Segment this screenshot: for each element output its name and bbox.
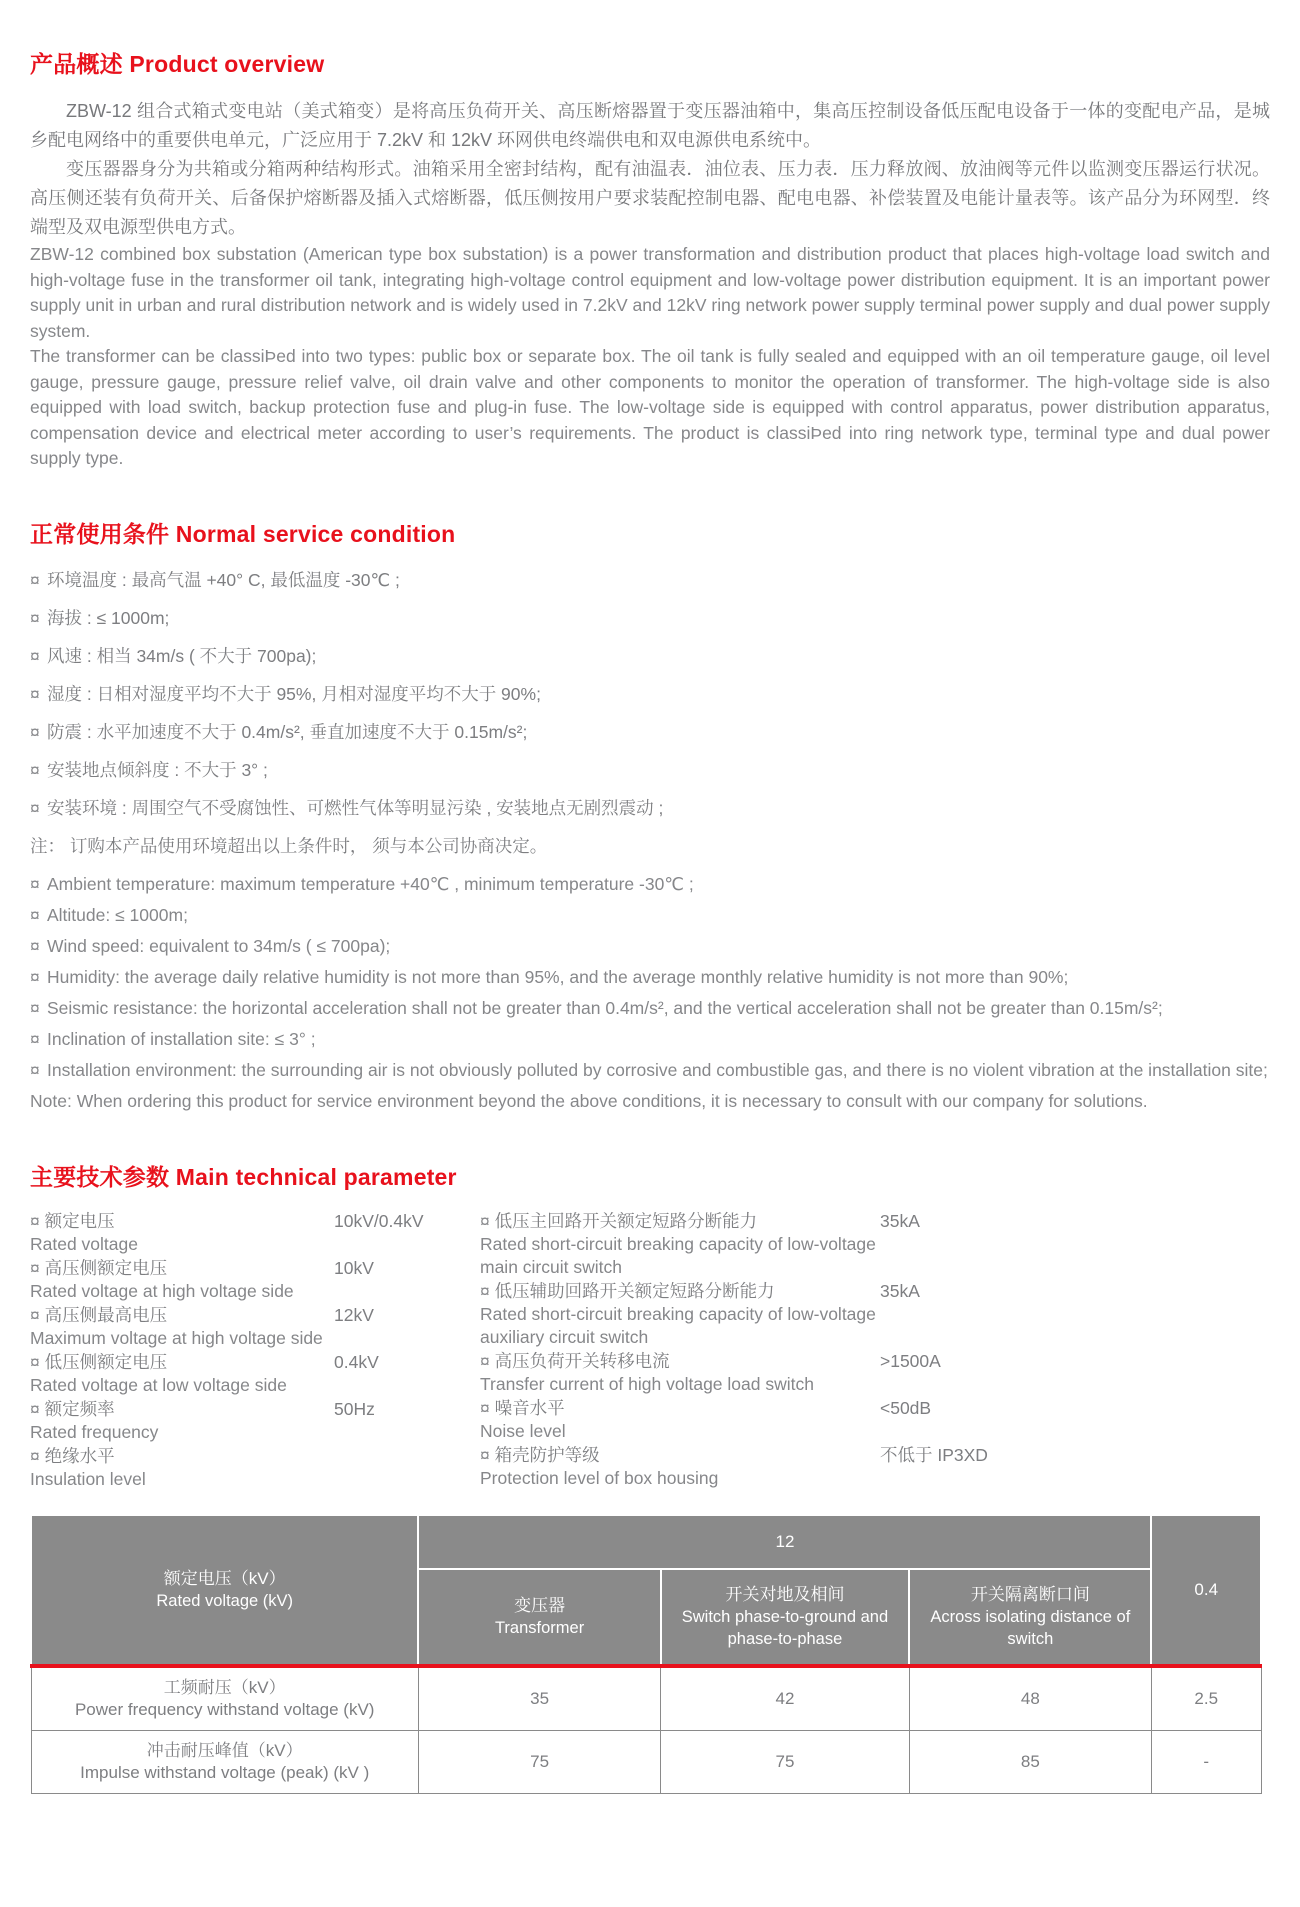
parameter-value: 不低于 IP3XD [880,1444,988,1465]
table-header-row [31,1515,1261,1569]
parameter-row [480,1444,1270,1490]
condition-item [30,1026,1270,1053]
condition-item [30,567,1270,594]
table-cell: - [1151,1730,1261,1793]
parameter-label-zh: ¤ 低压主回路开关额定短路分断能力 [480,1210,758,1231]
row-label-zh: 工频耐压（kV） [163,1677,286,1697]
parameter-label-en: Transfer current of high voltage load switch [480,1373,814,1394]
condition-text: 环境温度 : 最高气温 +40° C, 最低温度 -30℃ ; [47,569,400,590]
row-label-zh: 冲击耐压峰值（kV） [146,1740,303,1760]
bullet-glyph: ¤ [480,1280,490,1301]
header-zh: 额定电压（kV） [163,1568,286,1588]
condition-text: Seismic resistance: the horizontal acceleration shall not be greater than 0.4m/s², and the vertical acceleration shall not be greater than 0.15m/s²; [47,997,1163,1018]
parameter-value: <50dB [880,1397,932,1418]
parameter-label-zh: ¤ 高压负荷开关转移电流 [480,1350,670,1371]
header-en: Switch phase-to-ground and phase-to-phase [681,1607,889,1648]
parameter-label-en: Rated voltage [30,1233,138,1254]
parameter-row [30,1210,480,1256]
table-header-switch-phase [661,1569,909,1666]
parameter-label-zh: ¤ 噪音水平 [480,1397,565,1418]
service-condition-heading: 正常使用条件 Normal service condition [30,520,456,547]
bullet-glyph: ¤ [30,645,40,666]
parameter-row [30,1398,480,1444]
table-row [31,1666,1261,1731]
bullet-glyph: ¤ [480,1210,490,1231]
parameter-row [480,1210,1270,1279]
condition-text: 防震 : 水平加速度不大于 0.4m/s², 垂直加速度不大于 0.15m/s²; [47,721,528,742]
row-label-en: Impulse withstand voltage (peak) (kV ) [80,1762,370,1782]
parameter-row [480,1280,1270,1349]
parameter-label-zh: ¤ 额定电压 [30,1210,115,1231]
bullet-glyph: ¤ [480,1397,490,1418]
bullet-glyph: ¤ [30,1210,40,1231]
condition-item [30,719,1270,746]
parameter-column-right [480,1210,1270,1492]
parameter-value [332,1445,480,1491]
table-header-rated-voltage [31,1515,418,1666]
bullet-glyph: ¤ [30,904,40,925]
condition-text: 安装地点倾斜度 : 不大于 3° ; [47,759,268,780]
header-en: Across isolating distance of switch [930,1607,1131,1648]
overview-paragraph-zh: 变压器器身分为共箱或分箱两种结构形式。油箱采用全密封结构，配有油温表．油位表、压力表．压力释放阀、放油阀等元件以监测变压器运行状况。高压侧还装有负荷开关、后备保护熔断器及插入式熔断器，低压侧按用户要求装配控制电器、配电电器、补偿装置及电能计量表等。该产品分为环网型．终端型及双电源型供电方式。 [30,159,1270,237]
condition-text: Inclination of installation site: ≤ 3° ; [47,1028,316,1049]
parameter-row [30,1351,480,1397]
table-cell: 85 [909,1730,1151,1793]
row-label [31,1730,418,1793]
condition-item [30,964,1270,991]
condition-text: 海拔 : ≤ 1000m; [47,607,170,628]
parameter-row [30,1257,480,1303]
header-zh: 开关隔离断口间 [970,1584,1090,1604]
service-condition-list-en [30,871,1270,1115]
table-cell: 48 [909,1666,1151,1731]
technical-parameter-heading: 主要技术参数 Main technical parameter [30,1163,457,1190]
parameter-row [30,1304,480,1350]
parameter-label-zh: ¤ 额定频率 [30,1398,115,1419]
parameter-row [480,1397,1270,1443]
table-cell: 75 [661,1730,909,1793]
bullet-glyph: ¤ [30,1304,40,1325]
parameter-row [30,1445,480,1491]
parameter-label-zh: ¤ 高压侧额定电压 [30,1257,168,1278]
row-label-en: Power frequency withstand voltage (kV) [74,1699,375,1719]
table-cell: 2.5 [1151,1666,1261,1731]
parameter-value: 10kV/0.4kV [334,1210,424,1231]
condition-item [30,643,1270,670]
parameter-label-en: Rated voltage at low voltage side [30,1374,287,1395]
parameter-label-en: Maximum voltage at high voltage side [30,1327,323,1348]
bullet-glyph: ¤ [30,797,40,818]
parameter-row [480,1350,1270,1396]
condition-text: Ambient temperature: maximum temperature +40℃ , minimum temperature -30℃ ; [47,873,694,894]
overview-heading: 产品概述 Product overview [30,51,325,77]
parameter-label-en: Rated voltage at high voltage side [30,1280,294,1301]
bullet-glyph: ¤ [30,935,40,956]
bullet-glyph: ¤ [30,1445,40,1466]
overview-paragraph-en: The transformer can be classiÞed into two types: public box or separate box. The oil tank is fully sealed and equipped with an oil temperature gauge, oil level gauge, pressure gauge, pressure relief valve, oil drain valve and other components to monitor the operation of transformer. The high-voltage side is also equipped with load switch, backup protection fuse and plug-in fuse. The low-voltage side is equipped with control apparatus, power distribution apparatus, compensation device and electrical meter according to user’s requirements. The product is classiÞed into ring network type, terminal type and dual power supply type. [30,346,1270,468]
table-header-transformer [418,1569,660,1666]
overview-paragraph-zh: ZBW-12 组合式箱式变电站（美式箱变）是将高压负荷开关、高压断熔器置于变压器油箱中，集高压控制设备低压配电设备于一体的变配电产品，是城乡配电网络中的重要供电单元，广泛应用于 7.2kV 和 12kV 环网供电终端供电和双电源供电系统中。 [30,101,1270,150]
parameter-label-zh: ¤ 高压侧最高电压 [30,1304,168,1325]
condition-item [30,681,1270,708]
parameter-label-en: Rated short-circuit breaking capacity of low-voltage main circuit switch [480,1233,876,1277]
bullet-glyph: ¤ [30,1028,40,1049]
condition-note-en: Note: When ordering this product for service environment beyond the above conditions, it is necessary to consult with our company for solutions. [30,1090,1148,1111]
bullet-glyph: ¤ [30,873,40,894]
bullet-glyph: ¤ [30,1257,40,1278]
table-row [31,1730,1261,1793]
parameter-label-zh: ¤ 低压辅助回路开关额定短路分断能力 [480,1280,775,1301]
condition-item [30,757,1270,784]
bullet-glyph: ¤ [30,1398,40,1419]
table-cell: 75 [418,1730,660,1793]
row-label [31,1666,418,1731]
condition-text: 湿度 : 日相对湿度平均不大于 95%, 月相对湿度平均不大于 90%; [47,683,541,704]
header-zh: 变压器 [514,1595,566,1615]
table-header-04: 0.4 [1151,1515,1261,1666]
table-cell: 42 [661,1666,909,1731]
condition-text: 风速 : 相当 34m/s ( 不大于 700pa); [47,645,317,666]
parameter-value: 35kA [880,1210,920,1231]
bullet-glyph: ¤ [30,607,40,628]
bullet-glyph: ¤ [30,1351,40,1372]
parameter-label-zh: ¤ 低压侧额定电压 [30,1351,168,1372]
parameter-value: 0.4kV [334,1351,379,1372]
bullet-glyph: ¤ [30,569,40,590]
parameter-value: 35kA [880,1280,920,1301]
parameter-label-en: Insulation level [30,1468,146,1489]
parameter-label-en: Rated frequency [30,1421,159,1442]
bullet-glyph: ¤ [30,1059,40,1080]
bullet-glyph: ¤ [480,1444,490,1465]
bullet-glyph: ¤ [30,759,40,780]
bullet-glyph: ¤ [480,1350,490,1371]
parameter-columns [30,1210,1270,1492]
bullet-glyph: ¤ [30,683,40,704]
condition-text: Installation environment: the surrounding air is not obviously polluted by corrosive and combustible gas, and there is no violent vibration at the installation site; [47,1059,1268,1080]
header-en: Rated voltage (kV) [156,1591,294,1610]
bullet-glyph: ¤ [30,721,40,742]
parameter-value: 12kV [334,1304,374,1325]
parameter-value: 50Hz [334,1398,375,1419]
bullet-glyph: ¤ [30,997,40,1018]
table-header-isolating-distance [909,1569,1151,1666]
condition-item [30,995,1270,1022]
condition-note-zh: 注： 订购本产品使用环境超出以上条件时， 须与本公司协商决定。 [30,835,548,856]
parameter-label-zh: ¤ 箱壳防护等级 [480,1444,600,1465]
condition-text: Humidity: the average daily relative humidity is not more than 95%, and the average monthly relative humidity is not more than 90%; [47,966,1069,987]
overview-paragraph-en: ZBW-12 combined box substation (American type box substation) is a power transformation and distribution product that places high-voltage load switch and high-voltage fuse in the transformer oil tank, integrating high-voltage control equipment and low-voltage power distribution equipment. It is an important power supply unit in urban and rural distribution network and is widely used in 7.2kV and 12kV ring network power supply terminal power supply and dual power supply system. [30,244,1270,341]
condition-text: Altitude: ≤ 1000m; [47,904,188,925]
parameter-label-en: Protection level of box housing [480,1467,719,1488]
condition-item [30,902,1270,929]
table-cell: 35 [418,1666,660,1731]
parameter-label-zh: ¤ 绝缘水平 [30,1445,115,1466]
parameter-column-left [30,1210,480,1492]
parameter-value: 10kV [334,1257,374,1278]
condition-text: Wind speed: equivalent to 34m/s ( ≤ 700pa); [47,935,391,956]
condition-item [30,795,1270,822]
condition-text: 安装环境 : 周围空气不受腐蚀性、可燃性气体等明显污染 , 安装地点无剧烈震动 ; [47,797,664,818]
condition-item [30,1057,1270,1084]
header-zh: 开关对地及相间 [725,1584,845,1604]
parameter-value: >1500A [880,1350,941,1371]
parameter-label-en: Rated short-circuit breaking capacity of low-voltage auxiliary circuit switch [480,1303,876,1347]
condition-item [30,871,1270,898]
rated-voltage-table [30,1514,1262,1794]
table-header-group-12: 12 [418,1515,1151,1569]
header-en: Transformer [494,1618,585,1637]
condition-item [30,933,1270,960]
service-condition-list-zh [30,567,1270,860]
parameter-label-en: Noise level [480,1420,566,1441]
bullet-glyph: ¤ [30,966,40,987]
condition-item [30,605,1270,632]
